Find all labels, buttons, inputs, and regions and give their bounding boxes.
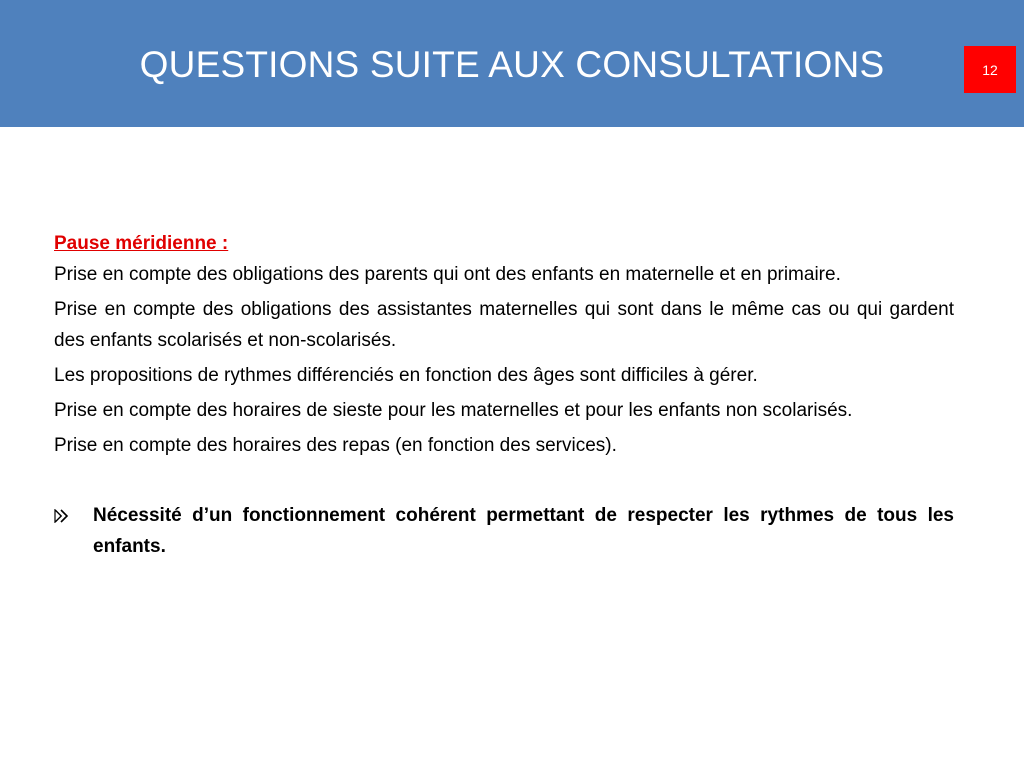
- paragraph-rythmes: Les propositions de rythmes différenciés en fonction des âges sont difficiles à gérer.: [54, 365, 758, 386]
- paragraph-sieste: Prise en compte des horaires de sieste pour les maternelles et pour les enfants non scolarisés.: [54, 400, 853, 421]
- page-number-badge: 12: [964, 46, 1016, 93]
- slide-title: QUESTIONS SUITE AUX CONSULTATIONS: [139, 44, 885, 85]
- conclusion-text: Nécessité d’un fonctionnement cohérent permettant de respecter les rythmes de tous les enfants.: [93, 505, 954, 557]
- slide-content: [54, 228, 954, 562]
- paragraph-parents: Prise en compte des obligations des parents qui ont des enfants en maternelle et en primaire.: [54, 264, 841, 285]
- paragraph-assistantes: Prise en compte des obligations des assistantes maternelles qui sont dans le même cas ou qui gardent des enfants scolarisés et non-scolarisés.: [54, 299, 954, 351]
- paragraph-repas: Prise en compte des horaires des repas (en fonction des services).: [54, 435, 617, 456]
- conclusion-bullet: [54, 500, 954, 562]
- arrow-bullet-icon: [54, 509, 70, 523]
- slide-header: [0, 0, 1024, 127]
- section-heading: Pause méridienne :: [54, 233, 229, 254]
